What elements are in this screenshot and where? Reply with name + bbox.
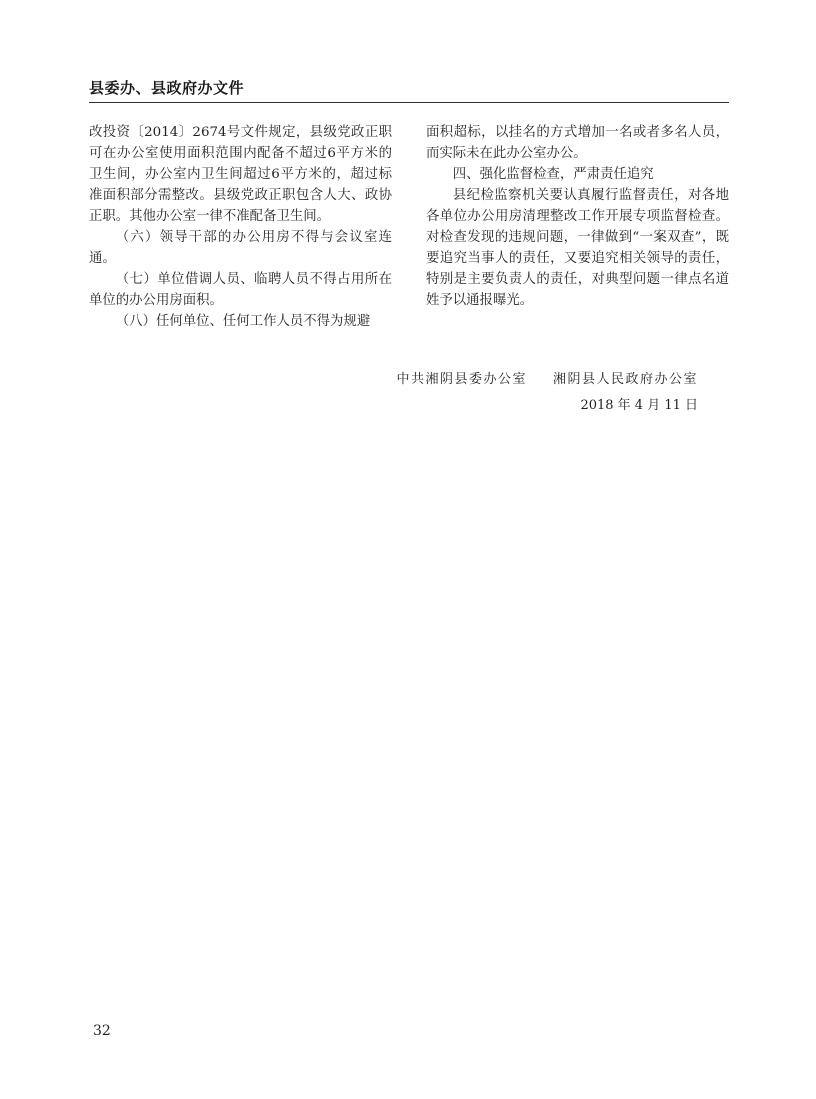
- paragraph-supervision: 县纪检监察机关要认真履行监督责任，对各地各单位办公用房清理整改工作开展专项监督检查。对检查发现的违规问题，一律做到“一案双查”，既要追究当事人的责任，又要追究相关领导的责任，特别是主要负责人的责任，对典型问题一律点名道姓予以通报曝光。: [426, 188, 729, 308]
- paragraph-item-8: （八）任何单位、任何工作人员不得为规避: [115, 314, 371, 329]
- section-heading-4: 四、强化监督检查，严肃责任追究: [452, 167, 654, 182]
- page-number: 32: [93, 1023, 111, 1039]
- paragraph-item-7: （七）单位借调人员、临聘人员不得占用所在单位的办公用房面积。: [89, 272, 392, 308]
- header-rule: [89, 102, 729, 103]
- left-column: [89, 122, 392, 332]
- right-column: [426, 122, 729, 311]
- paragraph-item-8-continuation: 面积超标，以挂名的方式增加一名或者多名人员，而实际未在此办公室办公。: [426, 125, 729, 161]
- paragraph-item-6: （六）领导干部的办公用房不得与会议室连通。: [89, 230, 392, 266]
- header-title: 县委办、县政府办文件: [89, 79, 245, 97]
- paragraph-continuation: 改投资〔2014〕2674号文件规定，县级党政正职可在办公室使用面积范围内配备不超过6平方米的卫生间，办公室内卫生间超过6平方米的，超过标准面积部分需整改。县级党政正职包含人大、政协正职。其他办公室一律不准配备卫生间。: [89, 125, 392, 224]
- issuer-county-committee-office: 中共湘阴县委办公室: [396, 372, 527, 387]
- signature-block: [396, 369, 698, 390]
- issuer-county-government-office: 湘阴县人民政府办公室: [552, 372, 698, 387]
- issue-date: 2018 年 4 月 11 日: [580, 398, 698, 413]
